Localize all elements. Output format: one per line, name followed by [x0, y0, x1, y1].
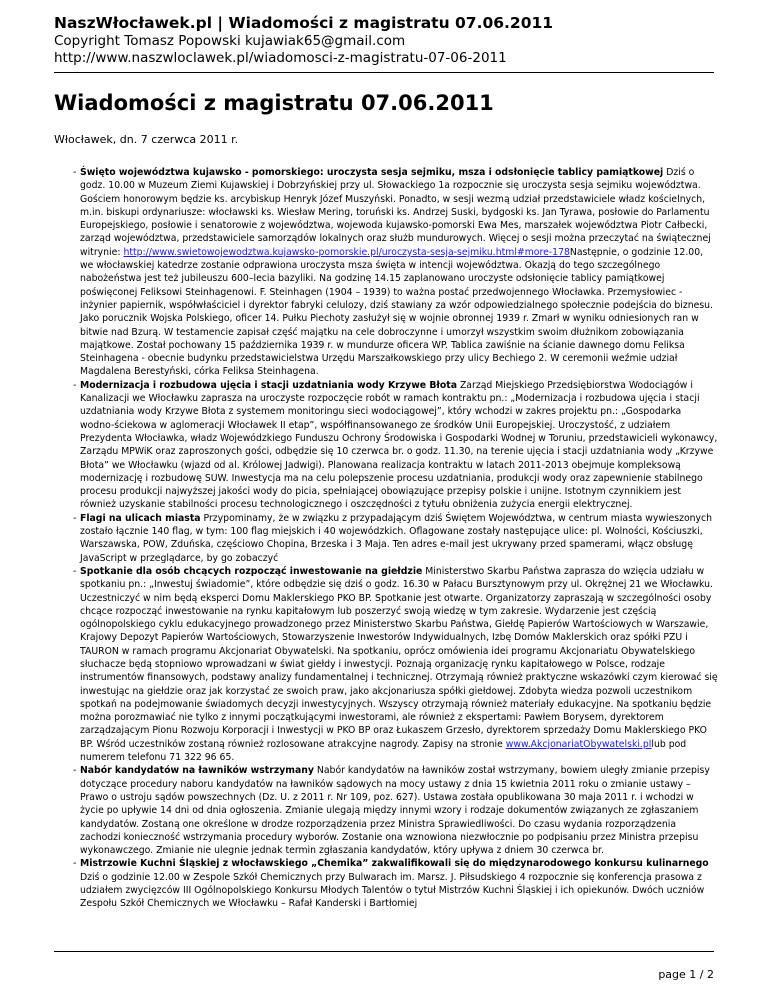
- news-item-text-continued: Następnie, o godzinie 12.00, we włocławskiej katedrze zostanie odprawiona uroczysta msza święta w intencji województwa. Okazją do tego szczególnego nabożeństwa jest też jubileuszu 600–lecia bazyliki. Na godzinę 14.15 zaplanowano uroczyste odsłonięcie tablicy pamiątkowej poświęconej Feliksowi Steinhagenowi. F. Steinhagen (1904 – 1939) to ważna postać przedwojennego Włocławka. Przemysłowiec - inżynier papiernik, współwłaściciel i dyrektor fabryki celulozy, dziś stawiany za wzór odpowiedzialnego społecznie podejścia do biznesu. Jako porucznik Wojska Polskiego, oficer 14. Pułku Piechoty zasłużył się w wojnie obronnej 1939 r. Zmarł w wyniku odniesionych ran w bitwie nad Bzurą. W testamencie zapisał część majątku na cele dobroczynne i umorzył wszystkim swoim dłużnikom zobowiązania majątkowe. Został pochowany 15 października 1939 r. w mundurze oficera WP. Tablica zawiśnie na ścianie dawnego domu Feliksa Steinhagena - obecnie budynku przedstawicielstwa Urzędu Marszałkowskiego przy ulicy Bechiego 2. W ceremonii weźmie udział Magdalena Berestyński, córka Feliksa Steinhagena.: [80, 246, 714, 378]
- list-dash: -: [73, 565, 77, 577]
- header-divider: [54, 72, 714, 73]
- news-item-link[interactable]: www.AkcjonariatObywatelski.pl: [505, 738, 652, 750]
- news-item-heading: Spotkanie dla osób chcących rozpocząć inwestowanie na giełdzie: [80, 565, 423, 577]
- list-dash: -: [73, 379, 77, 391]
- news-list: [54, 166, 718, 910]
- news-item-heading: Mistrzowie Kuchni Śląskiej z włocławskiego „Chemika” zakwalifikowali się do międzynarodowego konkursu kulinarnego: [80, 858, 709, 870]
- news-item-text: Nabór kandydatów na ławników został wstrzymany, bowiem uległy zmianie przepisy dotyczące procedury naboru kandydatów na ławników sądowych na mocy ustawy z dnia 15 kwietnia 2011 roku o zmianie ustawy – Prawo o ustroju sądów powszechnych (Dz. U. z 2011 r. Nr 109, poz. 627). Ustawa została opublikowana 30 maja 2011 r. i wchodzi w życie po upływie 14 dni od dnia ogłoszenia. Zmianie ulegają między innymi wzory i rodzaje dokumentów związanych ze zgłaszaniem kandydatów. Zostaną one określone w drodze rozporządzenia przez Ministra Sprawiedliwości. Do czasu wydania rozporządzenia zachodzi konieczność wstrzymania procedury wyborów. Zostanie ona wznowiona niezwłocznie po podpisaniu przez Ministra przepisu wykonawczego. Zmianie nie ulegnie jednak termin zgłaszania kandydatów, który upływa z dniem 30 czerwca br.: [80, 765, 710, 857]
- news-item-text: Zarząd Miejskiego Przedsiębiorstwa Wodociągów i Kanalizacji we Włocławku zaprasza na uroczyste rozpoczęcie robót w ramach kontraktu pn.: „Modernizacja i rozbudowa ujęcia i stacji uzdatniania wody Krzywe Błota z systemem monitoringu sieci wodociągowej”, który wchodzi w zakres projektu pn.: „Gospodarka wodno-ściekowa w aglomeracji Włocławek II etap”, współfinansowanego ze środków Unii Europejskiej. Uroczystość, z udziałem Prezydenta Włocławka, władz Wojewódzkiego Funduszu Ochrony Środowiska i Gospodarki Wodnej w Toruniu, przedstawicieli wykonawcy, Zarządu MPWiK oraz zaproszonych gości, odbędzie się 10 czerwca br. o godz. 11.30, na terenie ujęcia i stacji uzdatniania wody „Krzywe Błota” we Włocławku (wjazd od al. Królowej Jadwigi). Planowana realizacja kontraktu w latach 2011-2013 obejmuje kompleksową modernizację i rozbudowę SUW. Inwestycja ma na celu polepszenie procesu uzdatniania, produkcji wody oraz zapewnienie stabilnego procesu produkcji najwyższej jakości wody do picia, spełniającej obowiązujące przepisy polskie i unijne. Istotnym czynnikiem jest również uzyskanie stabilności procesu technologicznego i oszczędności z tytułu obniżenia zużycia energii elektrycznej.: [80, 379, 718, 511]
- news-item-link[interactable]: http://www.swietowojewodztwa.kujawsko-pomorskie.pl/uroczysta-sesja-sejmiku.html#more-178: [123, 246, 570, 258]
- list-dash: -: [73, 512, 77, 524]
- document-header: [54, 14, 714, 67]
- news-item-text: Przypominamy, że w związku z przypadającym dziś Świętem Województwa, w centrum miasta wywieszonych zostało łącznie 140 flag, w tym: 100 flag miejskich i 40 wojewódzkich. Oflagowane zostały następujące ulice: pl. Wolności, Kościuszki, Warszawska, POW, Zduńska, częściowo Chopina, Brzeska i 3 Maja. Ten adres e-mail jest ukrywany przed spamerami, włącz obsługę JavaScript w przeglądarce, by go zobaczyć: [80, 512, 713, 564]
- source-url: http://www.naszwloclawek.pl/wiadomosci-z-magistratu-07-06-2011: [54, 50, 507, 66]
- news-item-regional-holiday: [54, 166, 718, 379]
- dateline: Włocławek, dn. 7 czerwca 2011 r.: [54, 133, 239, 146]
- news-item-heading: Nabór kandydatów na ławników wstrzymany: [80, 765, 314, 777]
- news-item-heading: Flagi na ulicach miasta: [80, 512, 201, 524]
- news-item-culinary-contest: [54, 857, 718, 910]
- news-item-text: Dziś o godz. 10.00 w Muzeum Ziemi Kujawskiej i Dobrzyńskiej przy ul. Słowackiego 1a rozpocznie się uroczysta sesja sejmiku województwa. Gościem honorowym będzie ks. arcybiskup Henryk Józef Muszyński. Ponadto, w sesji wezmą udział przedstawiciele władz kościelnych, m.in. biskupi ordynariusze: włocławski ks. Wiesław Mering, toruński ks. Andrzej Suski, bydgoski ks. Jan Tyrawa, posłowie do Parlamentu Europejskiego, posłowie i senatorowie z województwa, wojewoda kujawsko-pomorski Ewa Mes, marszałek województwa Piotr Całbecki, zarząd województwa, przedstawiciele samorządów lokalnych oraz służb mundurowych. Więcej o sesji można przeczytać na świątecznej witrynie:: [80, 167, 711, 258]
- list-dash: -: [73, 167, 77, 178]
- footer-divider: [54, 951, 714, 952]
- news-item-flags: [54, 512, 718, 565]
- news-item-jurors: [54, 764, 718, 857]
- page-title: Wiadomości z magistratu 07.06.2011: [54, 91, 494, 115]
- news-item-water-station: [54, 379, 718, 512]
- news-item-text: Ministerstwo Skarbu Państwa zaprasza do wzięcia udziału w spotkaniu pn.: „Inwestuj świadomie”, które odbędzie się dziś o godz. 16.30 w Pałacu Bursztynowym przy ul. Okrężnej 21 we Włocławku. Uczestniczyć w nim będą eksperci Domu Maklerskiego PKO BP. Spotkanie jest otwarte. Organizatorzy zapraszają w szczególności osoby chcące rozpocząć inwestowanie na rynku kapitałowym lub poszerzyć swoją wiedzę w tym zakresie. Wydarzenie jest częścią ogólnopolskiego cyklu edukacyjnego prowadzonego przez Ministerstwo Skarbu Państwa, Giełdę Papierów Wartościowych w Warszawie, Krajowy Depozyt Papierów Wartościowych, Stowarzyszenie Inwestorów Indywidualnych, Izbę Domów Maklerskich oraz spółki PZU i TAURON w ramach programu Akcjonariat Obywatelski. Na spotkaniu, oprócz omówienia idei programu Akcjonariatu Obywatelskiego słuchacze będą stopniowo wprowadzani w świat giełdy i inwestycji. Poznają organizację rynku kapitałowego w Polsce, rodzaje instrumentów finansowych, podstawy analizy fundamentalnej i technicznej. Otrzymają również praktyczne wskazówki czym kierować się inwestując na giełdzie oraz jak korzystać ze swoich praw, jako akcjonariusza spółki giełdowej. Zdobyta wiedza pozwoli uczestnikom spotkań na podejmowanie świadomych decyzji inwestycyjnych. Wszyscy otrzymają również materiały edukacyjne. Na spotkaniu będzie można porozmawiać nie tylko z innymi początkującymi inwestorami, ale również z ekspertami: Pawłem Borysem, dyrektorem zarządzającym Pionu Rozwoju Korporacji i Inwestycji w PKO BP oraz Łukaszem Grzesło, dyrektorem sprzedaży Domu Maklerskiego PKO BP. Wśród uczestników zostaną również rozlosowane atrakcyjne nagrody. Zapisy na stronie: [80, 565, 718, 750]
- news-item-heading: Święto województwa kujawsko - pomorskiego: uroczysta sesja sejmiku, msza i odsłonięcie tablicy pamiątkowej: [80, 167, 664, 178]
- list-dash: -: [73, 858, 77, 870]
- site-title: NaszWłocławek.pl | Wiadomości z magistratu 07.06.2011: [54, 14, 554, 32]
- news-item-stock-exchange: [54, 565, 718, 764]
- page-number: page 1 / 2: [658, 968, 714, 981]
- copyright-line: Copyright Tomasz Popowski kujawiak65@gmail.com: [54, 33, 406, 49]
- news-item-text: Dziś o godzinie 12.00 w Zespole Szkół Chemicznych przy Bulwarach im. Marsz. J. Piłsudskiego 4 rozpocznie się konferencja prasowa z udziałem zwycięzców III Ogólnopolskiego Konkursu Młodych Talentów o tytuł Mistrzów Kuchni Śląskiej i ich opiekunów. Dwóch uczniów Zespołu Szkół Chemicznych we Włocławku – Rafał Kanderski i Bartłomiej: [80, 871, 705, 910]
- news-item-heading: Modernizacja i rozbudowa ujęcia i stacji uzdatniania wody Krzywe Błota: [80, 379, 457, 391]
- news-item-text-continued: lub pod numerem telefonu 71 322 96 65.: [80, 738, 687, 764]
- list-dash: -: [73, 765, 77, 777]
